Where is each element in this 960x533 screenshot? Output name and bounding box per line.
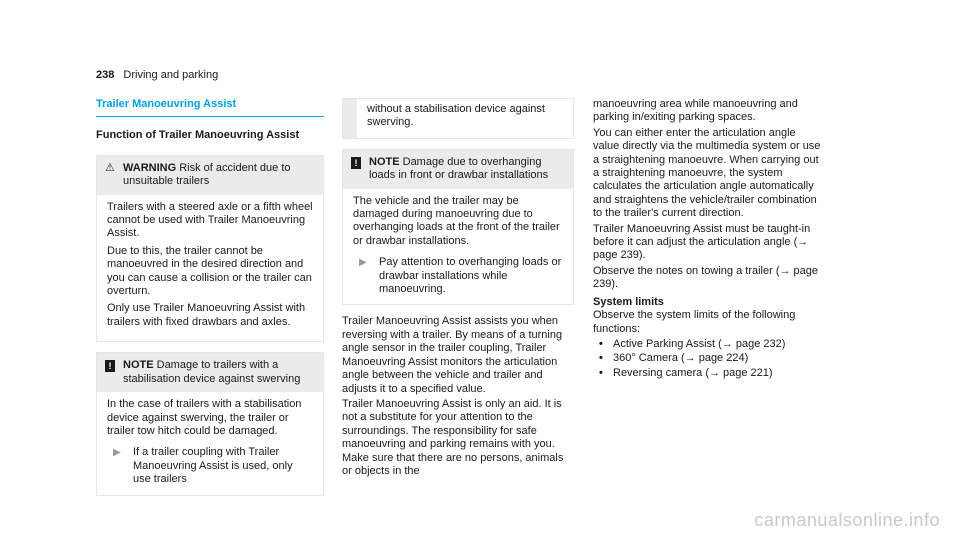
page-header bbox=[96, 69, 218, 82]
note-box bbox=[342, 149, 574, 306]
warning-head bbox=[123, 162, 313, 189]
exclamation-icon: ! bbox=[351, 157, 361, 169]
warning-paragraph: Only use Trailer Manoeuvring Assist with trailers with fixed drawbars and axles. bbox=[107, 302, 306, 328]
action-item bbox=[107, 446, 313, 486]
system-limits-list bbox=[593, 338, 821, 380]
note-paragraph: The vehicle and the trailer may be damaged during manoeuvring due to overhanging loads at the front of the trailer or drawbar installations. bbox=[353, 194, 560, 247]
body-paragraph: You can either enter the articulation angle value directly via the multimedia system or use a straightening manoeuvre. When carrying out a straightening manoeuvre, the system calculates the articulation angle automatically and straightens the vehicle/trailer combination to the trailer's current direction. bbox=[593, 126, 821, 220]
chapter-title: Driving and parking bbox=[123, 69, 219, 81]
action-arrow-icon: ▶ bbox=[113, 447, 121, 459]
system-limits-title: System limits bbox=[593, 295, 664, 308]
body-paragraph: Trailer Manoeuvring Assist must be taught-in before it can adjust the articulation angle (→ page 239). bbox=[593, 222, 811, 262]
warning-head-text: Risk of accident due to unsuitable trailers bbox=[123, 161, 291, 188]
body-paragraph: Trailer Manoeuvring Assist is only an aid. It is not a substitute for your attention to the surroundings. The responsibility for safe manoeuvring and parking remains with you. Make sure that there are no persons, animals or objects in the bbox=[342, 397, 564, 477]
note-head bbox=[369, 156, 563, 183]
note-label: NOTE bbox=[123, 359, 154, 372]
column-left bbox=[96, 98, 324, 506]
note-box bbox=[96, 352, 324, 495]
column-right bbox=[593, 98, 821, 381]
sub-title: Function of Trailer Manoeuvring Assist bbox=[96, 129, 300, 142]
list-item bbox=[593, 367, 821, 380]
list-item-text: Reversing camera (→ page 221) bbox=[613, 366, 773, 379]
system-limits-intro: Observe the system limits of the following functions: bbox=[593, 309, 796, 335]
list-item-text: Active Parking Assist (→ page 232) bbox=[613, 337, 786, 350]
section-title: Trailer Manoeuvring Assist bbox=[96, 98, 324, 117]
list-item-text: 360° Camera (→ page 224) bbox=[613, 352, 749, 365]
note-header bbox=[343, 150, 573, 189]
bullet-icon: • bbox=[599, 352, 603, 365]
note-body bbox=[343, 189, 573, 305]
note-head-text: Damage to trailers with a stabilisation device against swerving bbox=[123, 359, 301, 385]
note-header bbox=[97, 353, 323, 392]
warning-label: WARNING bbox=[123, 161, 177, 174]
warning-paragraph: Due to this, the trailer cannot be manoeuvred in the desired direction and you can cause a collision or the trailer can overturn. bbox=[107, 244, 312, 298]
note-label: NOTE bbox=[369, 155, 400, 168]
body-paragraph: manoeuvring area while manoeuvring and parking in/exiting parking spaces. bbox=[593, 98, 798, 124]
action-item bbox=[353, 256, 563, 296]
body-paragraph: Trailer Manoeuvring Assist assists you when reversing with a trailer. By means of a turning angle sensor in the trailer coupling, Trailer Manoeuvring Assist monitors the articulation angle between the vehicle and trailer and adjusts it to a specified value. bbox=[342, 315, 563, 395]
exclamation-icon: ! bbox=[105, 360, 115, 372]
bullet-icon: • bbox=[599, 337, 603, 350]
action-text: If a trailer coupling with Trailer Manoeuvring Assist is used, only use trailers bbox=[133, 446, 293, 486]
bullet-icon: • bbox=[599, 366, 603, 379]
page-number: 238 bbox=[96, 69, 115, 81]
note-head-text: Damage due to overhanging loads in front or drawbar installations bbox=[369, 155, 549, 182]
note-head bbox=[123, 359, 313, 386]
action-arrow-icon: ▶ bbox=[359, 257, 367, 269]
warning-body bbox=[97, 195, 323, 342]
watermark: carmanualsonline.info bbox=[754, 509, 940, 530]
note-continuation-box bbox=[342, 98, 574, 139]
list-item bbox=[593, 338, 821, 351]
action-text: Pay attention to overhanging loads or drawbar installations while manoeuvring. bbox=[379, 256, 562, 296]
note-paragraph: In the case of trailers with a stabilisation device against swerving, the trailer or trailer tow hitch could be damaged. bbox=[107, 398, 302, 437]
warning-paragraph: Trailers with a steered axle or a fifth wheel cannot be used with Trailer Manoeuvring Assist. bbox=[107, 200, 313, 240]
note-body bbox=[97, 392, 323, 494]
warning-box bbox=[96, 155, 324, 342]
column-middle bbox=[342, 98, 574, 480]
warning-header bbox=[97, 156, 323, 195]
list-item bbox=[593, 352, 821, 365]
body-paragraph: Observe the notes on towing a trailer (→ page 239). bbox=[593, 264, 819, 291]
note-continuation: without a stabilisation device against swerving. bbox=[343, 99, 573, 138]
warning-triangle-icon: ⚠ bbox=[105, 161, 115, 174]
